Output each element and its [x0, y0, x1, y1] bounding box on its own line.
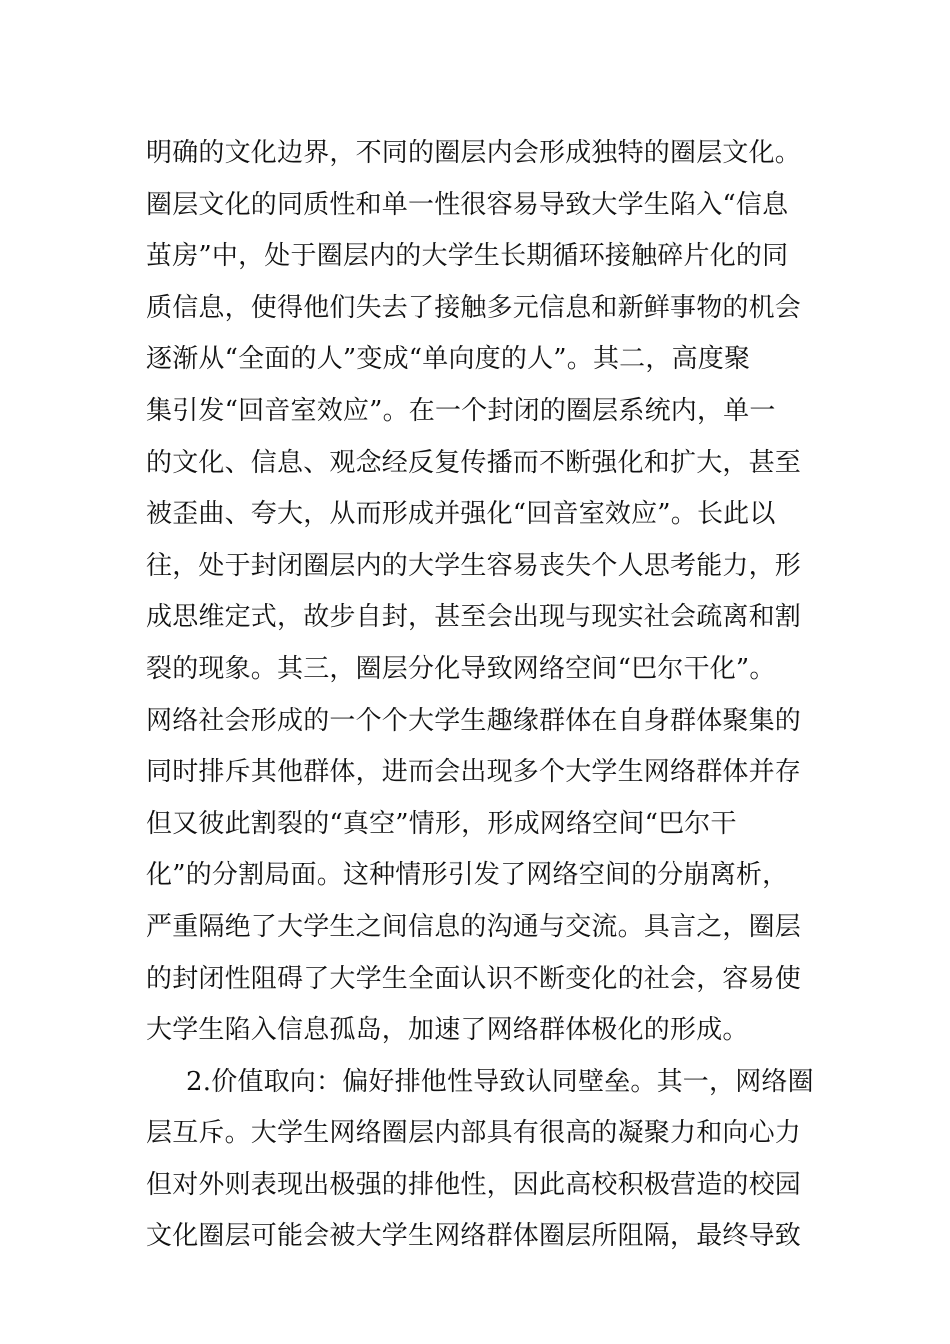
- paragraph-1-line: 同时排斥其他群体，进而会出现多个大学生网络群体并存: [146, 757, 802, 788]
- paragraph-1-line: 网络社会形成的一个个大学生趣缘群体在自身群体聚集的: [146, 705, 802, 736]
- paragraph-1-line: 集引发“回音室效应”。在一个封闭的圈层系统内，单一: [146, 395, 776, 426]
- paragraph-1-line: 但又彼此割裂的“真空”情形，形成网络空间“巴尔干: [146, 808, 737, 839]
- paragraph-1-line: 圈层文化的同质性和单一性很容易导致大学生陷入“信息: [146, 189, 789, 220]
- paragraph-1-line: 质信息，使得他们失去了接触多元信息和新鲜事物的机会: [146, 292, 802, 323]
- paragraph-1-line: 茧房”中，处于圈层内的大学生长期循环接触碎片化的同: [146, 241, 789, 272]
- paragraph-2-first-line: 2.价值取向：偏好排他性导致认同壁垒。其一，网络圈: [186, 1066, 814, 1097]
- paragraph-1-line: 逐渐从“全面的人”变成“单向度的人”。其二，高度聚: [146, 344, 751, 375]
- paragraph-2-line: 层互斥。大学生网络圈层内部具有很高的凝聚力和向心力: [146, 1118, 802, 1149]
- paragraph-1-line: 大学生陷入信息孤岛，加速了网络群体极化的形成。: [146, 1015, 749, 1046]
- paragraph-1-line: 的文化、信息、观念经反复传播而不断强化和扩大，甚至: [146, 447, 802, 478]
- paragraph-1-line: 裂的现象。其三，圈层分化导致网络空间“巴尔干化”。: [146, 653, 776, 684]
- paragraph-1-line: 化”的分割局面。这种情形引发了网络空间的分崩离析，: [146, 860, 789, 891]
- paragraph-1-line: 往，处于封闭圈层内的大学生容易丧失个人思考能力，形: [146, 550, 802, 581]
- paragraph-1-line: 严重隔绝了大学生之间信息的沟通与交流。具言之，圈层: [146, 911, 802, 942]
- paragraph-2-line: 但对外则表现出极强的排他性，因此高校积极营造的校园: [146, 1169, 802, 1200]
- paragraph-1-line: 明确的文化边界，不同的圈层内会形成独特的圈层文化。: [146, 138, 802, 168]
- paragraph-1-line: 被歪曲、夸大，从而形成并强化“回音室效应”。长此以: [146, 499, 776, 530]
- paragraph-1-line: 的封闭性阻碍了大学生全面认识不断变化的社会，容易使: [146, 963, 802, 994]
- paragraph-2-line: 文化圈层可能会被大学生网络群体圈层所阻隔，最终导致: [146, 1221, 802, 1252]
- paragraph-1-line: 成思维定式，故步自封，甚至会出现与现实社会疏离和割: [146, 602, 802, 633]
- document-body: [146, 128, 816, 1263]
